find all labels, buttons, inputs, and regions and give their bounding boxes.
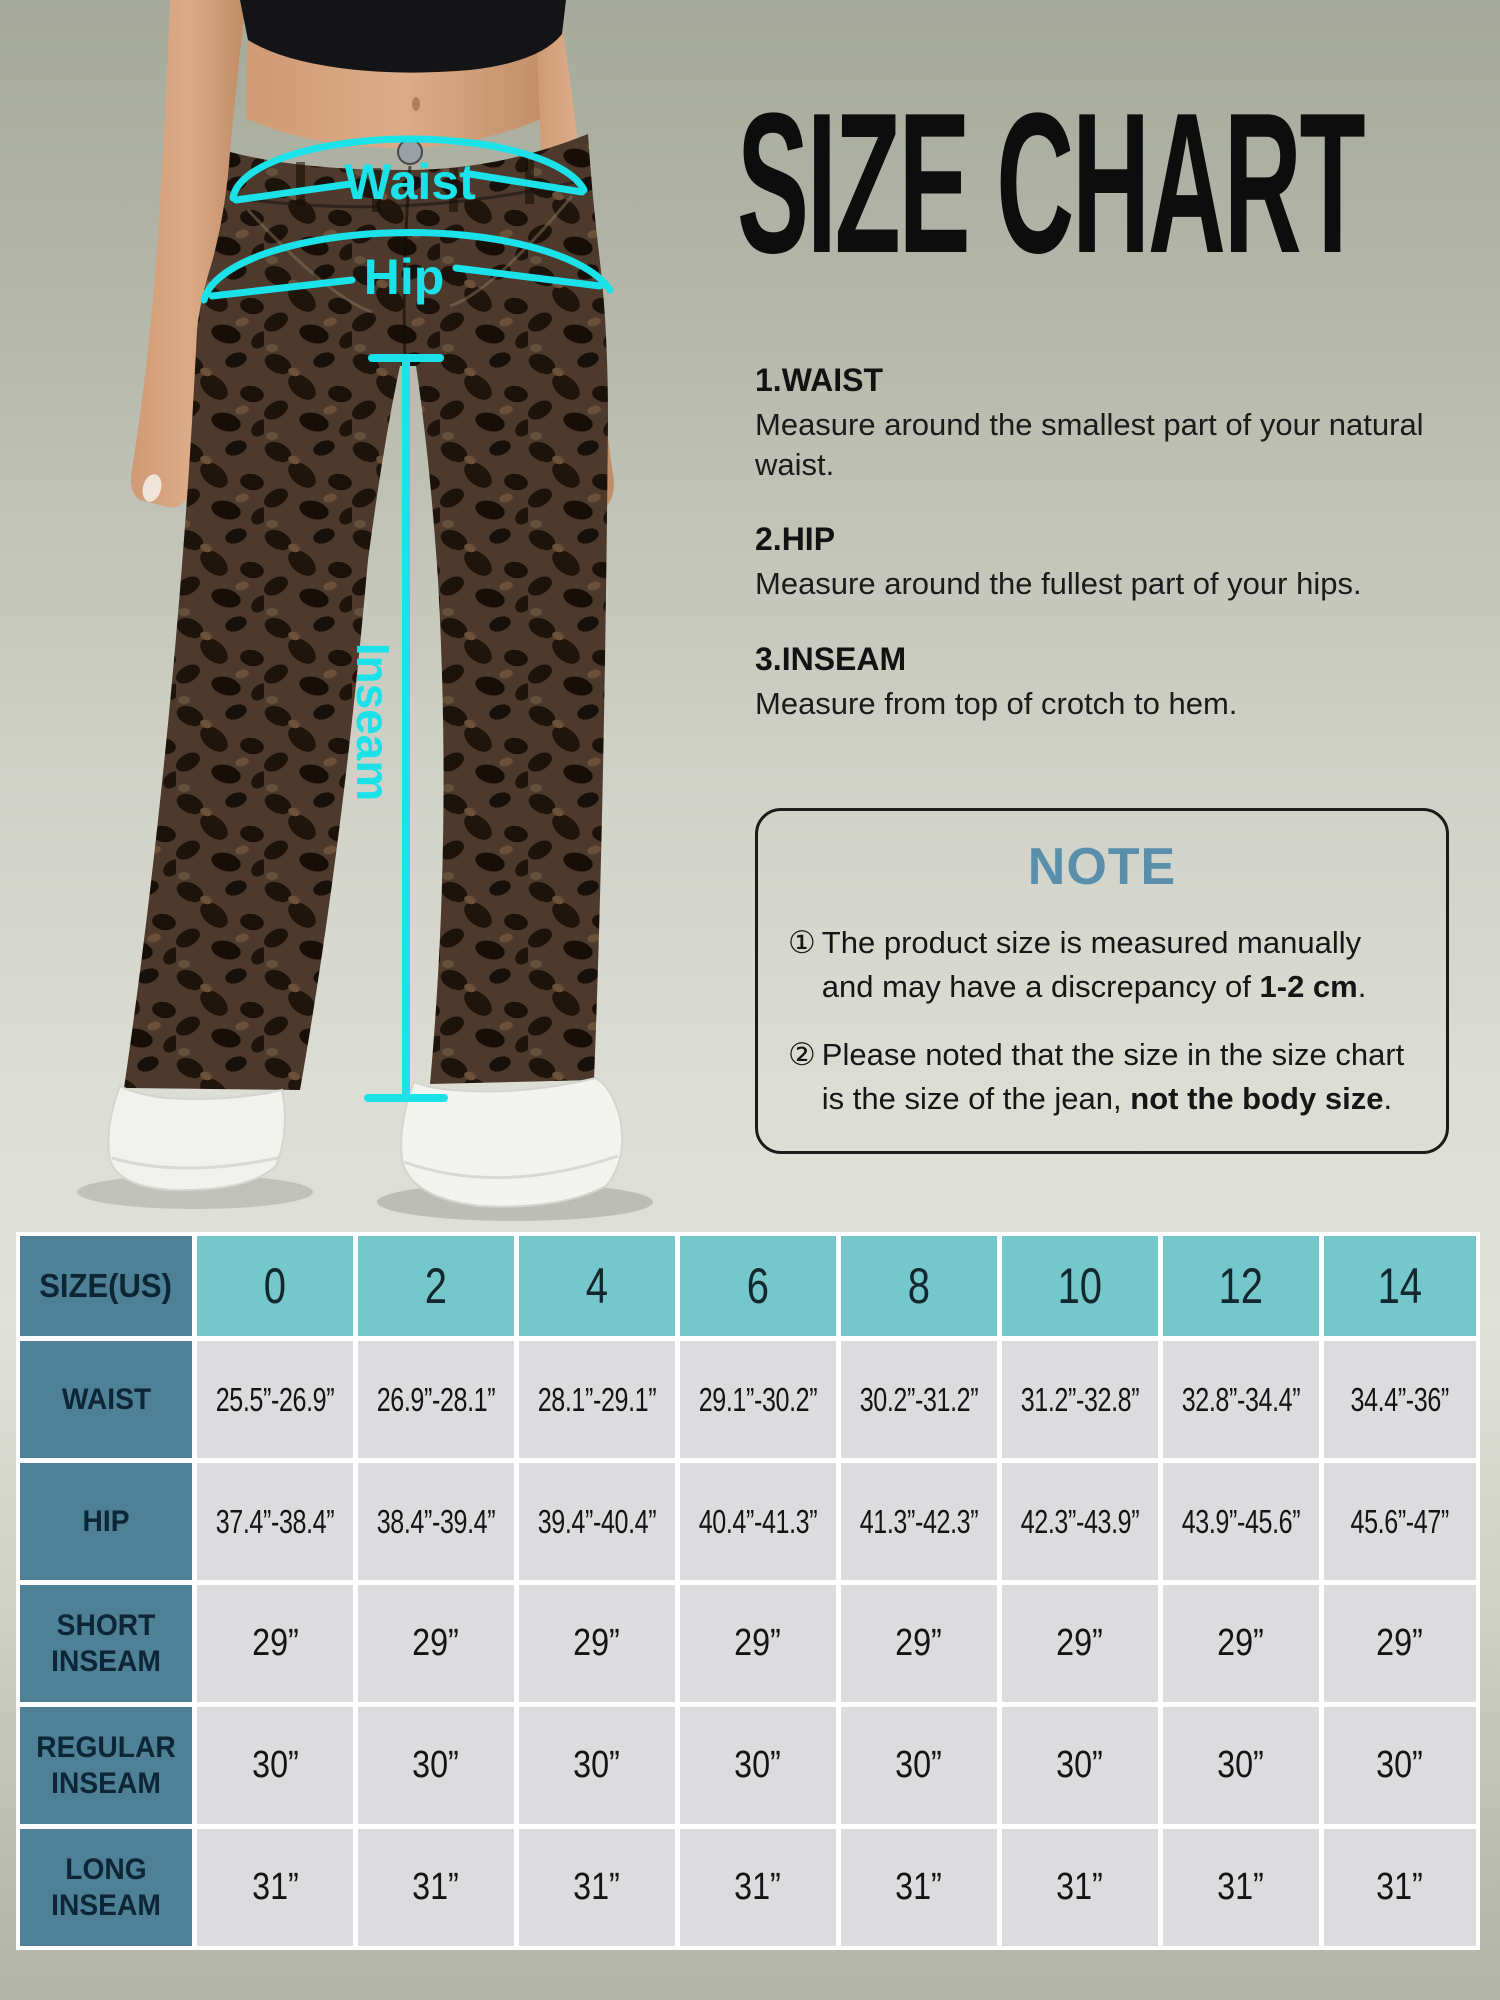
table-cell-value: 29” (680, 1585, 836, 1702)
table-cell-value: 30” (1002, 1707, 1158, 1824)
table-cell-value: 40.4”-41.3” (680, 1463, 836, 1580)
sneaker-left (108, 1086, 285, 1190)
note-text-2: Please noted that the size in the size chart is the size of the jean, not the body size. (821, 1037, 1405, 1117)
table-header-size-2: 2 (358, 1236, 514, 1336)
table-cell-value: 30” (1324, 1707, 1476, 1824)
inseam-annotation-label: Inseam (347, 642, 399, 802)
size-table (16, 1232, 1480, 1950)
note-bullet-1: ① (788, 925, 816, 960)
table-cell-value: 38.4”-39.4” (358, 1463, 514, 1580)
table-cell-value: 31” (1324, 1829, 1476, 1946)
belt-loop (296, 162, 305, 206)
instruction-hip-heading: 2.HIP (755, 521, 836, 558)
table-cell-value: 25.5”-26.9” (197, 1341, 353, 1458)
table-cell-value: 29” (841, 1585, 997, 1702)
table-cell-value: 30” (1163, 1707, 1319, 1824)
table-cell-value: 31” (197, 1829, 353, 1946)
note-text-1: The product size is measured manually and may have a discrepancy of 1-2 cm. (821, 925, 1367, 1005)
hip-annotation-label: Hip (363, 249, 445, 305)
table-header-size-14: 14 (1324, 1236, 1476, 1336)
table-cell-value: 29” (1163, 1585, 1319, 1702)
table-cell-value: 37.4”-38.4” (197, 1463, 353, 1580)
instruction-waist-heading: 1.WAIST (755, 362, 884, 398)
table-cell-value: 41.3”-42.3” (841, 1463, 997, 1580)
table-cell-value: 28.1”-29.1” (519, 1341, 675, 1458)
table-cell-value: 31” (519, 1829, 675, 1946)
table-row-label-hip: HIP (20, 1463, 192, 1580)
table-header-size-8: 8 (841, 1236, 997, 1336)
table-cell-value: 30” (358, 1707, 514, 1824)
note-title: NOTE (1027, 838, 1177, 896)
measuring-instructions (755, 362, 1469, 761)
table-cell-value: 32.8”-34.4” (1163, 1341, 1319, 1458)
table-row-label-short-inseam: SHORT INSEAM (20, 1585, 192, 1702)
table-cell-value: 42.3”-43.9” (1002, 1463, 1158, 1580)
table-row-label-waist: WAIST (20, 1341, 192, 1458)
table-cell-value: 45.6”-47” (1324, 1463, 1476, 1580)
table-cell-value: 30” (197, 1707, 353, 1824)
instruction-hip (755, 521, 1469, 604)
table-header-size-us: SIZE(US) (20, 1236, 192, 1336)
table-cell-value: 34.4”-36” (1324, 1341, 1476, 1458)
table-cell-value: 30.2”-31.2” (841, 1341, 997, 1458)
instruction-inseam-text: Measure from top of crotch to hem. (755, 686, 1238, 722)
table-cell-value: 31” (358, 1829, 514, 1946)
note-bullet-2: ② (788, 1037, 816, 1073)
table-cell-value: 29” (519, 1585, 675, 1702)
instruction-waist-text: Measure around the smallest part of your natural waist. (755, 407, 1424, 482)
note-box (755, 808, 1449, 1154)
table-cell-value: 43.9”-45.6” (1163, 1463, 1319, 1580)
instruction-inseam-heading: 3.INSEAM (755, 641, 907, 678)
waist-annotation-label: Waist (344, 154, 476, 210)
table-cell-value: 30” (519, 1707, 675, 1824)
table-cell-value: 29” (1002, 1585, 1158, 1702)
navel (412, 97, 420, 111)
table-cell-value: 39.4”-40.4” (519, 1463, 675, 1580)
table-cell-value: 29” (1324, 1585, 1476, 1702)
table-row-label-regular-inseam: REGULAR INSEAM (20, 1707, 192, 1824)
table-cell-value: 31” (680, 1829, 836, 1946)
table-cell-value: 31” (1163, 1829, 1319, 1946)
table-cell-value: 31” (1002, 1829, 1158, 1946)
table-header-size-12: 12 (1163, 1236, 1319, 1336)
table-cell-value: 31” (841, 1829, 997, 1946)
table-cell-value: 29” (197, 1585, 353, 1702)
note-item-1 (788, 921, 1416, 1009)
table-cell-value: 29.1”-30.2” (680, 1341, 836, 1458)
note-item-2 (788, 1033, 1416, 1121)
table-header-size-10: 10 (1002, 1236, 1158, 1336)
page-title: SIZE CHART (737, 72, 1364, 295)
table-cell-value: 29” (358, 1585, 514, 1702)
table-header-size-0: 0 (197, 1236, 353, 1336)
table-cell-value: 30” (680, 1707, 836, 1824)
table-header-size-6: 6 (680, 1236, 836, 1336)
table-cell-value: 31.2”-32.8” (1002, 1341, 1158, 1458)
instruction-hip-text: Measure around the fullest part of your hips. (755, 566, 1362, 602)
table-header-size-4: 4 (519, 1236, 675, 1336)
table-cell-value: 30” (841, 1707, 997, 1824)
table-cell-value: 26.9”-28.1” (358, 1341, 514, 1458)
instruction-inseam (755, 641, 1469, 724)
instruction-waist (755, 362, 1469, 484)
table-row-label-long-inseam: LONG INSEAM (20, 1829, 192, 1946)
